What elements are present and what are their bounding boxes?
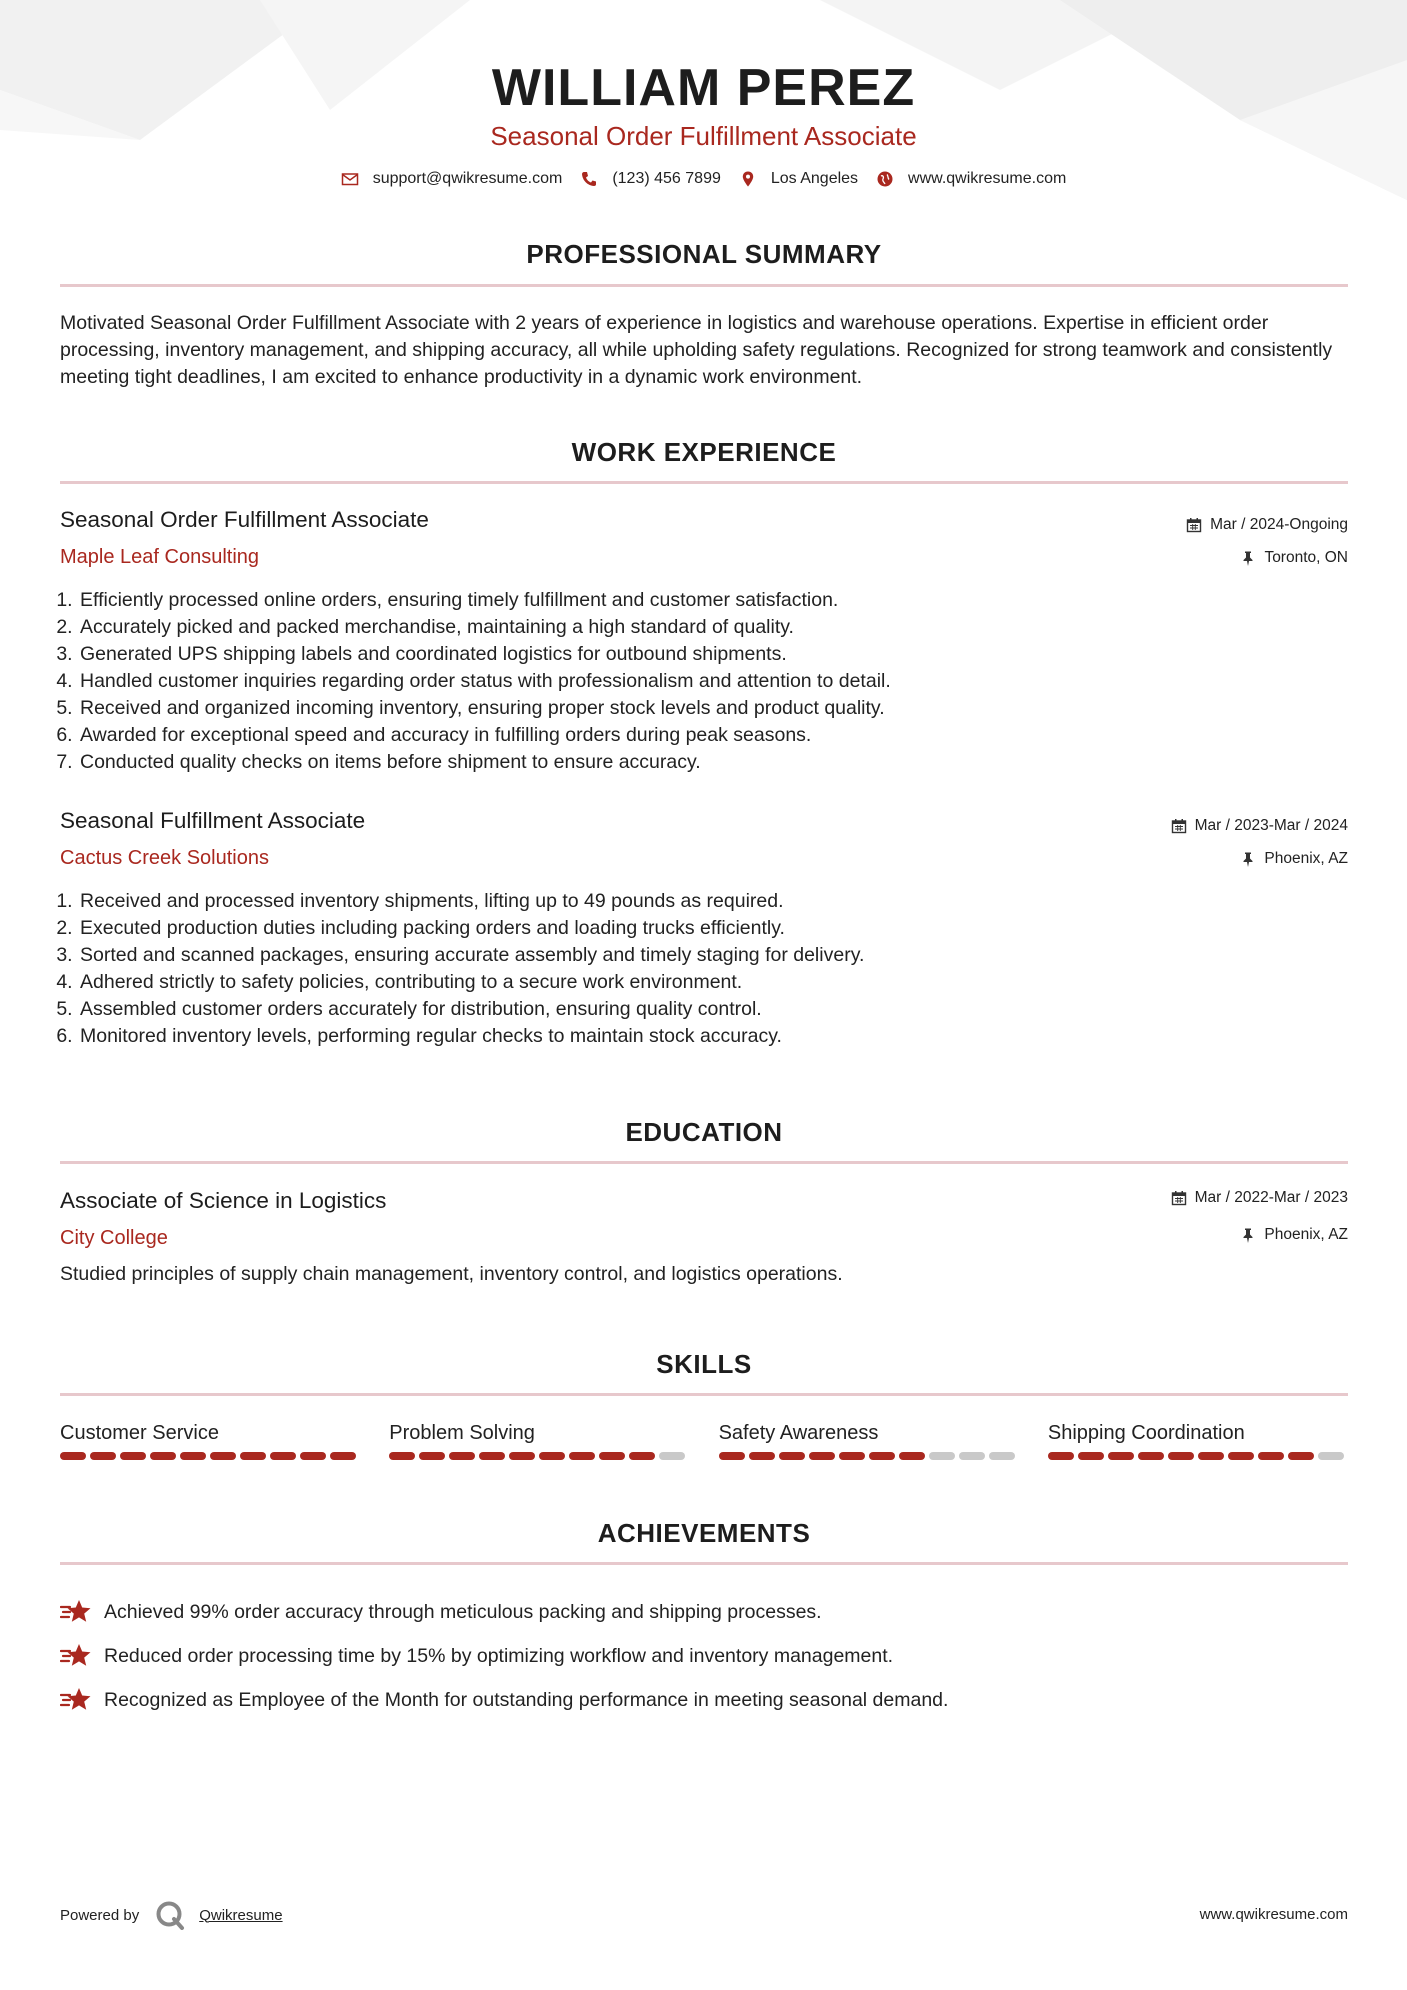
pushpin-icon: [1240, 550, 1256, 566]
section-divider: [60, 1562, 1348, 1565]
list-item: 4. Handled customer inquiries regarding order status with professionalism and attention to detail.: [78, 668, 891, 695]
section-title-achievements: ACHIEVEMENTS: [597, 1518, 811, 1548]
job-location: [1240, 549, 1348, 567]
map-pin-icon: [739, 170, 757, 188]
footer-powered-by: [60, 1900, 283, 1930]
list-item: 6. Monitored inventory levels, performing regular checks to maintain stock accuracy.: [78, 1023, 864, 1050]
achievements-list: [60, 1590, 1348, 1722]
section-title-education: EDUCATION: [625, 1117, 783, 1147]
skill-segment-filled: [899, 1452, 925, 1460]
contact-website[interactable]: [876, 170, 1066, 188]
skill-item: [1048, 1422, 1348, 1460]
list-item: 4. Adhered strictly to safety policies, contributing to a secure work environment.: [78, 969, 864, 996]
skill-segment-filled: [869, 1452, 895, 1460]
list-item: 2. Executed production duties including packing orders and loading trucks efficiently.: [78, 915, 864, 942]
skill-segment-filled: [210, 1452, 236, 1460]
job-title: Seasonal Order Fulfillment Associate: [60, 507, 429, 532]
contact-email-text: support@qwikresume.com: [372, 170, 563, 187]
achievement-item: [60, 1634, 1348, 1678]
education-location-text: Phoenix, AZ: [1264, 1226, 1348, 1243]
skill-segment-filled: [449, 1452, 475, 1460]
list-item: 1. Received and processed inventory shipments, lifting up to 49 pounds as required.: [78, 888, 864, 915]
list-item: 5. Assembled customer orders accurately for distribution, ensuring quality control.: [78, 996, 864, 1023]
qwikresume-brand-link[interactable]: Qwikresume: [199, 1906, 283, 1924]
skill-segment-filled: [719, 1452, 745, 1460]
contact-phone-text: (123) 456 7899: [612, 170, 721, 187]
skill-name: Problem Solving: [389, 1422, 535, 1444]
star-achievement-icon: [60, 1642, 92, 1670]
contact-location-text: Los Angeles: [770, 170, 859, 187]
star-achievement-icon: [60, 1686, 92, 1714]
phone-icon: [580, 170, 598, 188]
list-item: 3. Sorted and scanned packages, ensuring accurate assembly and timely staging for delivery.: [78, 942, 864, 969]
achievement-text: Achieved 99% order accuracy through meticulous packing and shipping processes.: [104, 1600, 822, 1623]
powered-by-label: Powered by: [60, 1906, 140, 1924]
job-bullets: [57, 888, 864, 1050]
candidate-title: Seasonal Order Fulfillment Associate: [490, 121, 917, 151]
contact-website-text: www.qwikresume.com: [908, 170, 1067, 187]
globe-icon: [876, 170, 894, 188]
footer-website-link[interactable]: www.qwikresume.com: [1199, 1906, 1348, 1923]
list-item: 2. Accurately picked and packed merchandise, maintaining a high standard of quality.: [78, 614, 891, 641]
skill-segment-filled: [240, 1452, 266, 1460]
skill-segment-empty: [1318, 1452, 1344, 1460]
skill-segment-filled: [569, 1452, 595, 1460]
skill-segment-filled: [60, 1452, 86, 1460]
pushpin-icon: [1240, 1227, 1256, 1243]
education-degree: Associate of Science in Logistics: [60, 1188, 387, 1213]
skill-rating-bar: [60, 1452, 360, 1460]
job-date-text: Mar / 2024-Ongoing: [1210, 516, 1348, 533]
skill-segment-filled: [839, 1452, 865, 1460]
section-title-skills: SKILLS: [656, 1349, 752, 1379]
job-date: [1186, 516, 1348, 534]
skill-segment-filled: [809, 1452, 835, 1460]
contact-location: [739, 170, 858, 188]
job-bullets: [57, 587, 891, 776]
qwikresume-logo-icon: [155, 1900, 185, 1930]
skill-segment-filled: [1048, 1452, 1074, 1460]
skill-segment-filled: [1258, 1452, 1284, 1460]
list-item: 1. Efficiently processed online orders, ensuring timely fulfillment and customer satisfaction.: [78, 587, 891, 614]
candidate-name: WILLIAM PEREZ: [491, 59, 916, 117]
skill-segment-filled: [150, 1452, 176, 1460]
skill-segment-filled: [1288, 1452, 1314, 1460]
skill-segment-empty: [989, 1452, 1015, 1460]
skill-segment-filled: [1078, 1452, 1104, 1460]
pushpin-icon: [1240, 851, 1256, 867]
skill-segment-filled: [389, 1452, 415, 1460]
achievement-text: Recognized as Employee of the Month for outstanding performance in meeting seasonal demand.: [104, 1688, 949, 1711]
skill-segment-filled: [1138, 1452, 1164, 1460]
skill-name: Customer Service: [60, 1422, 219, 1444]
education-date-text: Mar / 2022-Mar / 2023: [1194, 1189, 1348, 1206]
job-title: Seasonal Fulfillment Associate: [60, 808, 366, 833]
skill-segment-filled: [1168, 1452, 1194, 1460]
calendar-icon: [1186, 517, 1202, 533]
job-company: Cactus Creek Solutions: [60, 847, 269, 869]
skills-list: [60, 1422, 1348, 1460]
skill-segment-filled: [1108, 1452, 1134, 1460]
skill-segment-filled: [90, 1452, 116, 1460]
skill-segment-filled: [539, 1452, 565, 1460]
job-location-text: Toronto, ON: [1264, 549, 1348, 566]
achievement-text: Reduced order processing time by 15% by optimizing workflow and inventory management.: [104, 1644, 894, 1667]
education-date: [1171, 1189, 1348, 1207]
achievement-item: [60, 1590, 1348, 1634]
section-divider: [60, 1393, 1348, 1396]
section-divider: [60, 1161, 1348, 1164]
contact-email[interactable]: [341, 170, 563, 188]
skill-name: Safety Awareness: [718, 1422, 879, 1444]
skill-segment-filled: [749, 1452, 775, 1460]
job-company: Maple Leaf Consulting: [60, 546, 260, 568]
star-achievement-icon: [60, 1598, 92, 1626]
job-location-text: Phoenix, AZ: [1264, 850, 1348, 867]
contact-phone[interactable]: [580, 170, 721, 188]
calendar-icon: [1171, 1190, 1187, 1206]
skill-segment-filled: [300, 1452, 326, 1460]
skill-segment-filled: [120, 1452, 146, 1460]
job-date-text: Mar / 2023-Mar / 2024: [1194, 817, 1348, 834]
skill-segment-filled: [1198, 1452, 1224, 1460]
skill-segment-empty: [659, 1452, 685, 1460]
list-item: 6. Awarded for exceptional speed and accuracy in fulfilling orders during peak seasons.: [78, 722, 891, 749]
education-description: Studied principles of supply chain management, inventory control, and logistics operations.: [60, 1263, 843, 1285]
list-item: 7. Conducted quality checks on items before shipment to ensure accuracy.: [78, 749, 891, 776]
skill-segment-filled: [180, 1452, 206, 1460]
skill-item: [719, 1422, 1019, 1460]
section-divider: [60, 481, 1348, 484]
section-title-summary: PROFESSIONAL SUMMARY: [526, 239, 882, 269]
list-item: 5. Received and organized incoming inventory, ensuring proper stock levels and product quality.: [78, 695, 891, 722]
calendar-icon: [1171, 818, 1187, 834]
skill-rating-bar: [1048, 1452, 1348, 1460]
skill-segment-filled: [419, 1452, 445, 1460]
skill-segment-filled: [270, 1452, 296, 1460]
skill-segment-empty: [959, 1452, 985, 1460]
skill-segment-empty: [929, 1452, 955, 1460]
skill-segment-filled: [479, 1452, 505, 1460]
skill-rating-bar: [719, 1452, 1019, 1460]
skill-item: [389, 1422, 689, 1460]
job-location: [1240, 850, 1348, 868]
skill-segment-filled: [330, 1452, 356, 1460]
job-date: [1171, 817, 1348, 835]
education-school: City College: [60, 1227, 168, 1249]
skill-segment-filled: [779, 1452, 805, 1460]
list-item: 3. Generated UPS shipping labels and coordinated logistics for outbound shipments.: [78, 641, 891, 668]
skill-rating-bar: [389, 1452, 689, 1460]
resume-header: [0, 58, 1407, 152]
education-location: [1240, 1226, 1348, 1244]
skill-item: [60, 1422, 360, 1460]
skill-segment-filled: [509, 1452, 535, 1460]
section-title-experience: WORK EXPERIENCE: [571, 437, 837, 467]
section-divider: [60, 284, 1348, 287]
skill-segment-filled: [629, 1452, 655, 1460]
achievement-item: [60, 1678, 1348, 1722]
envelope-icon: [341, 170, 359, 188]
contact-bar: [0, 170, 1407, 188]
skill-name: Shipping Coordination: [1047, 1422, 1245, 1444]
skill-segment-filled: [1228, 1452, 1254, 1460]
summary-text: Motivated Seasonal Order Fulfillment Associate with 2 years of experience in logistics and warehouse operations. Expertise in efficient order processing, inventory management, and shipping accuracy, all while upholding safety regulations. Recognized for strong teamwork and consistently meeting tight deadlines, I am excited to enhance productivity in a dynamic work environment.: [60, 312, 1333, 388]
skill-segment-filled: [599, 1452, 625, 1460]
